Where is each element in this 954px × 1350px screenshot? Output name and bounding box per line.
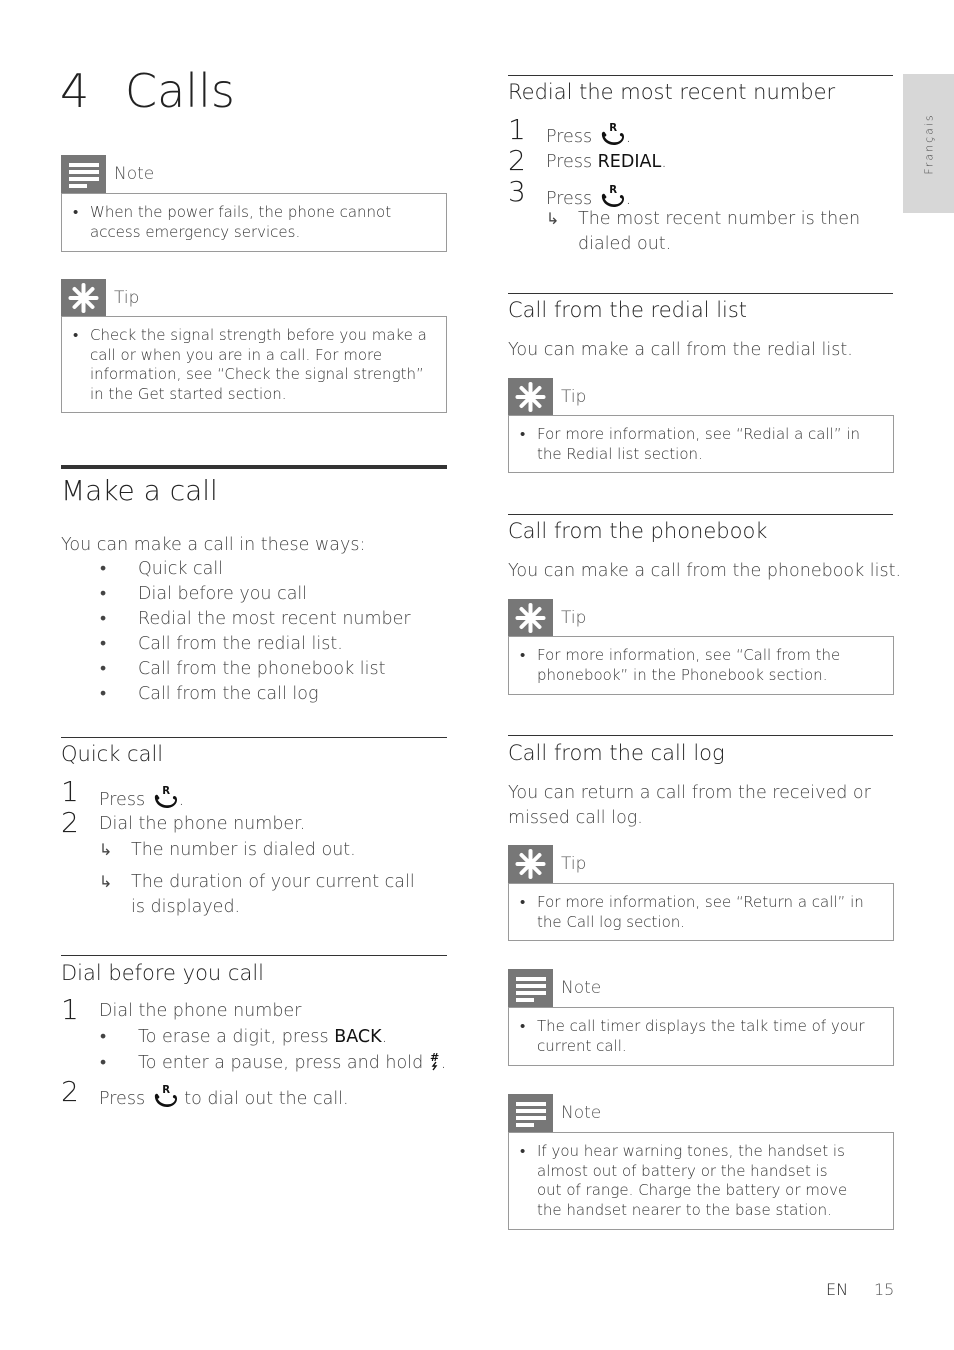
hash-key-icon — [430, 1051, 440, 1071]
tip-box — [61, 316, 447, 413]
step-number: 3 — [508, 175, 526, 208]
tip-header — [508, 378, 894, 416]
list-item: • Redial the most recent number — [100, 609, 411, 629]
list-item: • To enter a pause, press and hold . — [100, 1053, 447, 1073]
step-number: 1 — [61, 993, 79, 1026]
result-arrow-icon: ↳ — [99, 840, 113, 859]
chapter-title — [60, 64, 235, 118]
phonebook-heading: Call from the phonebook — [508, 519, 768, 543]
tip-header — [508, 845, 894, 883]
note-icon — [508, 969, 553, 1007]
tip-header — [508, 599, 894, 637]
bullet: • — [520, 1017, 526, 1035]
result-arrow-icon: ↳ — [546, 209, 560, 228]
tip-label: Tip — [114, 288, 140, 308]
step-number: 2 — [508, 144, 526, 177]
note-label: Note — [114, 164, 155, 184]
tip-icon — [508, 378, 553, 416]
section-rule — [508, 293, 893, 294]
section-rule — [61, 465, 447, 469]
note-header — [508, 1094, 894, 1132]
bullet: • — [73, 326, 79, 344]
bullet: • — [520, 1142, 526, 1160]
list-item: • Call from the redial list. — [100, 634, 343, 654]
section-rule — [61, 955, 447, 956]
language-tab-label: Français — [922, 112, 935, 175]
section-rule — [508, 735, 893, 736]
step-text: Press REDIAL. — [546, 152, 667, 172]
list-item: • Dial before you call — [100, 584, 308, 604]
note-label: Note — [561, 1103, 602, 1123]
tip-icon — [61, 279, 106, 317]
step-number: 1 — [61, 775, 79, 808]
note-text: When the power fails, the phone cannot access emergency services. — [90, 203, 392, 241]
talk-redial-key-icon — [599, 183, 625, 207]
section-rule — [508, 514, 893, 515]
talk-redial-key-icon — [152, 1083, 178, 1107]
note-label: Note — [561, 978, 602, 998]
talk-redial-key-icon — [599, 121, 625, 145]
list-item: • Call from the call log — [100, 684, 319, 704]
tip-icon — [508, 599, 553, 637]
talk-redial-key-icon — [152, 784, 178, 808]
tip-text: For more information, see “Call from the phonebook” in the Phonebook section. — [537, 646, 841, 684]
step-number: 2 — [61, 806, 79, 839]
tip-header — [61, 279, 447, 317]
step-text: Press . — [546, 121, 631, 147]
note-box — [508, 1007, 894, 1066]
redial-list-heading: Call from the redial list — [508, 298, 748, 322]
note-text: The call timer displays the talk time of your current call. — [537, 1017, 865, 1055]
language-tab — [903, 74, 954, 213]
bullet: • — [73, 203, 79, 221]
call-log-body: You can return a call from the received or missed call log. — [508, 783, 871, 828]
chapter-number: 4 — [60, 64, 90, 118]
tip-box — [508, 415, 894, 473]
phonebook-body: You can make a call from the phonebook list. — [508, 561, 902, 581]
bullet: • — [520, 425, 526, 443]
note-header — [61, 155, 447, 193]
result-text: The most recent number is then dialed out. — [578, 209, 861, 254]
result-text: The duration of your current call is displayed. — [131, 872, 415, 917]
tip-text: Check the signal strength before you make a call or when you are in a call. For more information, see “Check the signal strength” in the Get started section. — [90, 326, 427, 403]
tip-text: For more information, see “Return a call” in the Call log section. — [537, 893, 864, 931]
redial-recent-heading: Redial the most recent number — [508, 80, 836, 104]
step-text: Dial the phone number — [99, 1001, 302, 1021]
tip-label: Tip — [561, 608, 587, 628]
list-item: • To erase a digit, press BACK. — [100, 1027, 388, 1047]
note-icon — [508, 1094, 553, 1132]
tip-icon — [508, 845, 553, 883]
tip-label: Tip — [561, 387, 587, 407]
step-text: Press to dial out the call. — [99, 1083, 349, 1109]
page-number: 15 — [874, 1280, 895, 1299]
note-text: If you hear warning tones, the handset is almost out of battery or the handset is out of range. Charge the battery or move the handset nearer to the base station. — [537, 1142, 848, 1219]
call-log-heading: Call from the call log — [508, 741, 725, 765]
result-arrow-icon: ↳ — [99, 872, 113, 891]
note-icon — [61, 155, 106, 193]
dial-before-heading: Dial before you call — [61, 961, 264, 985]
section-rule — [508, 75, 893, 76]
list-item: • Quick call — [100, 559, 224, 579]
result-text: The number is dialed out. — [131, 840, 356, 860]
step-text: Press . — [99, 784, 184, 810]
section-rule — [61, 737, 447, 738]
quick-call-heading: Quick call — [61, 742, 164, 766]
make-call-heading: Make a call — [61, 474, 218, 507]
bullet: • — [520, 646, 526, 664]
step-number: 1 — [508, 113, 526, 146]
chapter-name: Calls — [125, 64, 235, 118]
note-box — [508, 1132, 894, 1230]
bullet: • — [520, 893, 526, 911]
note-header — [508, 969, 894, 1007]
tip-box — [508, 636, 894, 695]
redial-key-label: REDIAL — [597, 152, 662, 172]
back-key-label: BACK — [334, 1027, 382, 1047]
step-number: 2 — [61, 1075, 79, 1108]
note-box — [61, 193, 447, 252]
list-item: • Call from the phonebook list — [100, 659, 386, 679]
tip-label: Tip — [561, 854, 587, 874]
make-call-intro: You can make a call in these ways: — [61, 535, 366, 555]
footer-language: EN — [826, 1280, 849, 1299]
tip-box — [508, 883, 894, 941]
redial-list-body: You can make a call from the redial list. — [508, 340, 853, 360]
step-text: Press . — [546, 183, 631, 209]
step-text: Dial the phone number. — [99, 814, 306, 834]
tip-text: For more information, see “Redial a call” in the Redial list section. — [537, 425, 861, 463]
